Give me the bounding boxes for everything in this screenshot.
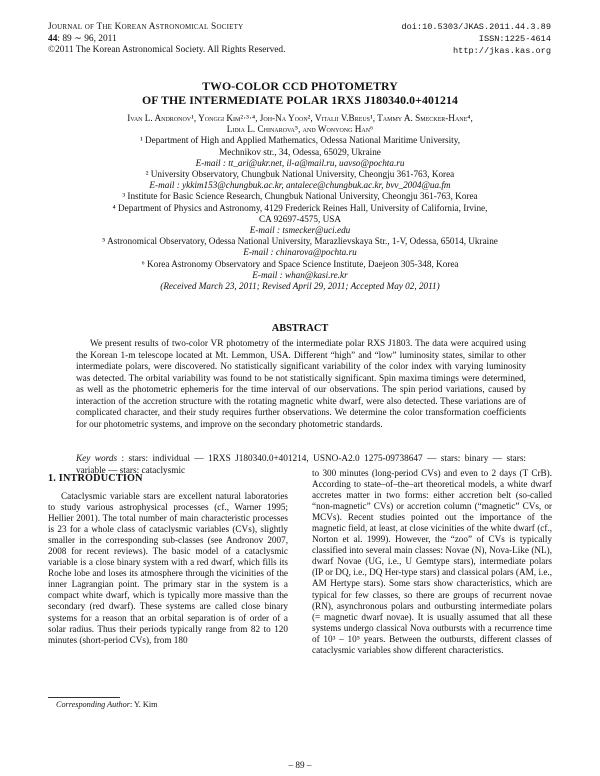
author-line-2: Lidia L. Chinarova⁵, and Wonyong Han⁶ [226,124,374,135]
title-line-2: OF THE INTERMEDIATE POLAR 1RXS J180340.0+401214 [142,92,458,107]
intro-column-right: to 300 minutes (long-period CVs) and even to 2 days (T CrB). According to state–of–the–art theoretical models, a white dwarf accretes matter in two forms: either accretion belt (so-called “non-magnetic” CVs) or accretion column (“magnetic” CVs, or MCVs). Recent studies pointed out the importance of the magnetic field, at least, at close vicinities of the white dwarf (cf., Norton et al. 1999). However, the “zoo” of CVs is typically classified into several main classes: Novae (N), Nova-Like (NL), dwarf Novae (UG, i.e., U Gemtype stars), intermediate polars (IP or DQ, i.e., DQ Her-type stars) and classical polars (AM, i.e., AM Hertype stars). Some stars show characteristics, which are typical for few classes, so there are groups of recurrent novae (RN), asynchronous polars and outbursting intermediate polars (= magnetic dwarf novae). It is usually assumed that all these systems undergo classical Nova outbursts with a recurrence time of 10³ – 10⁵ years. Between the outbursts, different classes of cataclysmic variables show different characteristics. [312,468,552,655]
issn: ISSN:1225-4614 [478,33,551,44]
journal-url: http://jkas.kas.org [453,45,551,56]
journal-volume-line [48,34,285,46]
affiliation-email: E-mail : tsmecker@uci.edu [249,225,351,236]
affiliation-line: Mechnikov str., 34, Odessa, 65029, Ukraine [219,146,381,157]
affiliation-line: ⁴ Department of Physics and Astronomy, 4129 Frederick Reines Hall, University of California, Irvine, [112,202,488,213]
page-number: – 89 – [288,760,312,770]
footnote-label: Corresponding Author [56,700,130,709]
affiliation-list [48,135,552,281]
intro-column-left: Cataclysmic variable stars are excellent natural laboratories to study various astrophysical processes (cf., Warner 1995; Hellier 2001). The total number of main characteristic processes is 23 for a whole class of cataclysmic variables (CVs), slightly smaller in the corresponding sub-classes (see Andronov 2007, 2008 for recent reviews). The basic model of a cataclysmic variable is a close binary system with a red dwarf, which fills its Roche lobe and loses its atmosphere through the vicinities of the inner Lagrangian point. The primary star in the system is a compact white dwarf, which is typically more massive than the secondary (red dwarf). These systems are called close binary systems for a reason that an orbital separation is of order of a solar radius. Thus their periods typically range from 82 to 120 minutes (short-period CVs), from 180 [48,491,288,645]
journal-title: Journal of The Korean Astronomical Society [48,22,244,32]
doi: doi:10.5303/JKAS.2011.44.3.89 [401,22,551,32]
affiliation-line: ⁶ Korea Astronomy Observatory and Space Science Institute, Daejeon 305-348, Korea [141,258,459,269]
publication-dates: (Received March 23, 2011; Revised April 29, 2011; Accepted May 02, 2011) [160,281,440,292]
journal-identifiers [401,22,551,57]
paper-title [0,80,600,107]
journal-pages: : 89 ∼ 96, 2011 [57,33,117,44]
affiliation-email: E-mail : tt_ari@ukr.net, il-a@mail.ru, uavso@pochta.ru [195,157,405,168]
author-block [48,113,552,292]
journal-header [48,22,285,57]
affiliation-line: CA 92697-4575, USA [259,213,341,224]
affiliation-line: ⁵ Astronomical Observatory, Odessa National University, Marazlievskaya Str., 1-V, Odessa, 65014, Ukraine [102,236,498,247]
abstract-heading: ABSTRACT [271,323,329,334]
copyright-line: ©2011 The Korean Astronomical Society. All Rights Reserved. [48,45,286,56]
affiliation-email: E-mail : chinarova@pochta.ru [243,247,357,258]
section-heading-introduction: 1. INTRODUCTION [48,473,143,484]
affiliation-line: ³ Institute for Basic Science Research, Chungbuk National University, Cheongju 361-763, Korea [122,191,478,202]
affiliation-email: E-mail : whan@kasi.re.kr [252,269,348,280]
footnote [56,700,157,709]
affiliation-line: ² University Observatory, Chungbuk National University, Cheongju 361-763, Korea [145,169,455,180]
affiliation-email: E-mail : ykkim153@chungbuk.ac.kr, antalece@chungbuk.ac.kr, bvv_2004@ua.fm [149,180,451,191]
footnote-text: : Y. Kim [129,700,158,709]
title-line-1: TWO-COLOR CCD PHOTOMETRY [202,79,398,93]
affiliation-line: ¹ Department of High and Applied Mathematics, Odessa National Maritime University, [139,135,461,146]
abstract-text: We present results of two-color VR photometry of the intermediate polar RXS J1803. The data were acquired using the Korean 1-m telescope located at Mt. Lemmon, USA. Different “high” and “low” luminosity states, similar to other intermediate polars, were discovered. No statistically significant variability of the color index with varying luminosity was detected. The orbital variability was found to be not statistically significant. Spin maxima timings were determined, as well as the photometric ephemeris for the time interval of our observations. The spin period variations, caused by interaction of the accretion structure with the rotating magnetic white dwarf, were also detected. These variations are of complicated character, and their study requires further observations. We determine the color transformation coefficients for our photometric systems, and improve on the secondary photometric standards. [76,339,526,430]
footnote-rule [48,697,120,698]
journal-volume: 44 [48,33,58,44]
keywords-label: Key words [76,454,118,464]
author-line-1: Ivan L. Andronov¹, Yonggi Kim²·³·⁴, Joh-Na Yoon², Vitalii V.Breus¹, Tammy A. Smecker-Hane⁴, [127,113,473,123]
keywords-text: : stars: individual — 1RXS J180340.0+401214, USNO-A2.0 1275-09738647 — stars: binary — stars: variable — stars: cataclysmic [76,454,526,476]
